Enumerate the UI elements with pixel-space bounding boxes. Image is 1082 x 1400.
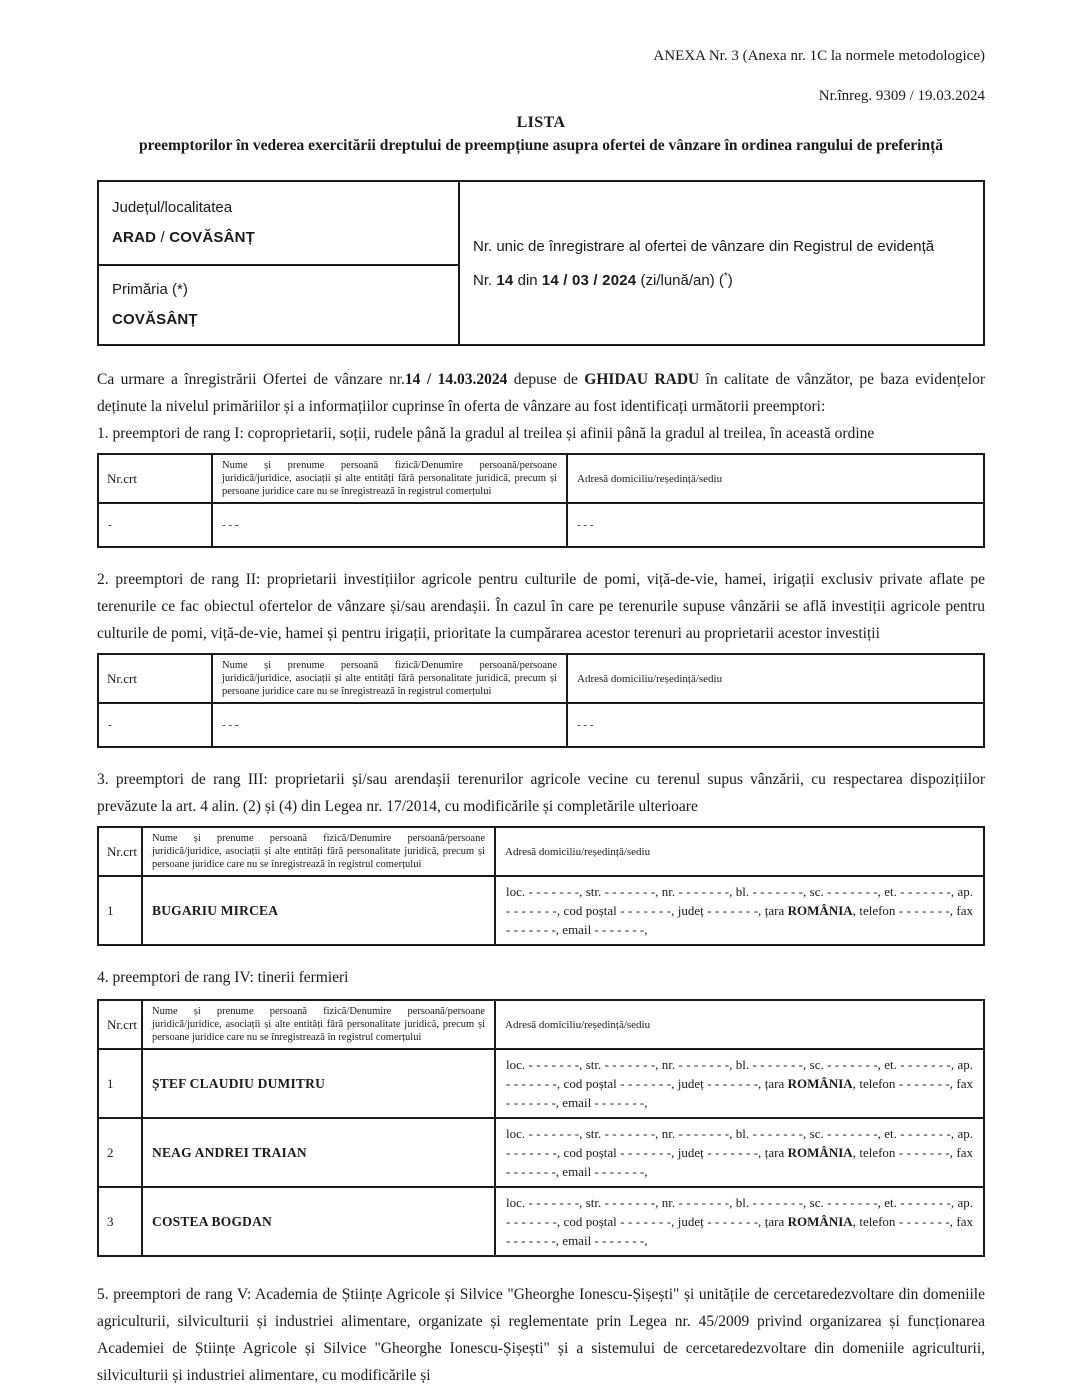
rank4-row-2 [98,1118,984,1187]
intro-text-2: depuse de [507,371,585,388]
registration-info-table [97,180,985,346]
address-post: , telefon - - - - - - -, fax - - - - - - -, email - - - - - - -, [506,1145,973,1179]
col-header-address: Adresă domiciliu/reședință/sediu [567,454,984,503]
rank3-header-row [98,827,984,876]
address-post: , telefon - - - - - - -, fax - - - - - - -, email - - - - - - -, [506,1076,973,1110]
col-header-nr: Nr.crt [98,1000,142,1049]
col-header-nr: Nr.crt [98,654,212,703]
address-post: , telefon - - - - - - -, fax - - - - - - -, email - - - - - - -, [506,903,973,937]
preemptor-name: COSTEA BOGDAN [142,1187,495,1256]
registration-number-line: Nr.înreg. 9309 / 19.03.2024 [818,88,985,104]
rank1-table [97,453,985,548]
cell-nr: 1 [98,1049,142,1118]
reg-nr-prefix: Nr. [473,271,497,289]
intro-paragraph [97,366,985,420]
address-country: ROMÂNIA [787,1145,853,1160]
col-header-address: Adresă domiciliu/reședință/sediu [567,654,984,703]
rank4-section-title: 4. preemptori de rang IV: tinerii fermieri [97,969,349,986]
col-header-address: Adresă domiciliu/reședință/sediu [495,827,984,876]
rank4-header-row [98,1000,984,1049]
cityhall-cell [98,265,459,345]
county-name: ARAD [112,229,157,246]
rank2-header-row [98,654,984,703]
cell-address: - - - [567,703,984,747]
rank1-header-row [98,454,984,503]
address-post: , telefon - - - - - - -, fax - - - - - - -, email - - - - - - -, [506,1214,973,1248]
rank2-section-title: 2. preemptori de rang II: proprietarii investițiilor agricole pentru culturile de pomi, viță-de-vie, hamei, irigații exclusiv private aflate pe terenurile ce fac obiectul ofertelor de vânzare și/sau arendașii. În cazul în care pe terenurile supuse vânzării se află investiții agricole pentru culturile de pomi, viță-de-vie, hamei și pentru irigații, prioritate la cumpărarea acestor terenuri au proprietarii acestor investiții [97,571,985,642]
registration-number-value [473,263,970,294]
rank3-row-1 [98,876,984,945]
county-label: Județul/localitatea [112,199,233,216]
unique-registration-cell [459,181,984,345]
preemptor-name: BUGARIU MIRCEA [142,876,495,945]
offer-date: 14 / 03 / 2024 [541,271,637,289]
rank4-table [97,999,985,1257]
offer-ref-number: 14 / 14.03.2024 [404,371,508,388]
cityhall-value: COVĂSÂNȚ [112,311,198,328]
cell-name: - - - [212,703,567,747]
annex-reference: ANEXA Nr. 3 (Anexa nr. 1C la normele metodologice) [653,48,985,64]
cell-nr: - [98,503,212,547]
county-separator: / [156,229,170,246]
col-header-name: Nume și prenume persoană fizică/Denumire persoană/persoane juridică/juridice, asociații și alte entități fără personalitate juridică, precum și persoane juridice care nu se înregistrează în registrul comerțului [142,827,495,876]
address-pre: loc. - - - - - - -, str. - - - - - - -, nr. - - - - - - -, bl. - - - - - - -, sc. - - - - - - -, et. - - - - - - -, ap. - - - - - - -, cod poștal - - - - - - -, județ - - - - - - -, țara [506,1057,973,1091]
address-pre: loc. - - - - - - -, str. - - - - - - -, nr. - - - - - - -, bl. - - - - - - -, sc. - - - - - - -, et. - - - - - - -, ap. - - - - - - -, cod poștal - - - - - - -, județ - - - - - - -, țara [506,1195,973,1229]
address-pre: loc. - - - - - - -, str. - - - - - - -, nr. - - - - - - -, bl. - - - - - - -, sc. - - - - - - -, et. - - - - - - -, ap. - - - - - - -, cod poștal - - - - - - -, județ - - - - - - -, țara [506,1126,973,1160]
seller-name: GHIDAU RADU [584,371,700,388]
rank5-section-title: 5. preemptori de rang V: Academia de Științe Agricole și Silvice "Gheorghe Ionescu-Șișești" și unitățile de cercetaredezvoltare din domeniile agriculturii, silviculturii și industriei alimentare, organizate și reglementate prin Legea nr. 45/2009 privind organizarea și funcționarea Academiei de Științe Agricole și Silvice "Gheorghe Ionescu-Șișești" și a sistemului de cercetaredezvoltare din domeniile agriculturii, silviculturii și industriei alimentare, cu modificările și [97,1286,985,1384]
reg-nr-close: ) [727,271,733,289]
cell-nr: 2 [98,1118,142,1187]
col-header-nr: Nr.crt [98,827,142,876]
reg-nr-din: din [513,271,542,289]
intro-text-3: în calitate de vânzător, pe baza evidențelor deținute la nivelul primăriilor și a informațiilor cuprinse în oferta de vânzare au fost identificați următorii preemptori: [97,371,986,415]
county-row [98,181,984,265]
preemptor-name: NEAG ANDREI TRAIAN [142,1118,495,1187]
offer-number: 14 [496,271,514,289]
unique-registration-label: Nr. unic de înregistrare al ofertei de vânzare din Registrul de evidență [473,237,935,255]
cell-nr: 1 [98,876,142,945]
rank2-empty-row [98,703,984,747]
footnote-star: * [723,270,728,282]
cell-address: - - - [567,503,984,547]
rank3-section-title: 3. preemptori de rang III: proprietarii și/sau arendașii terenurilor agricole vecine cu terenul supus vânzării, cu respectarea dispozițiilor prevăzute la art. 4 alin. (2) și (4) din Legea nr. 17/2014, cu modificările și completările ulterioare [97,771,985,815]
rank4-row-1 [98,1049,984,1118]
document-subtitle: preemptorilor în vederea exercitării dreptului de preempțiune asupra ofertei de vânzare în ordinea rangului de preferință [138,137,944,154]
preemptor-address [495,1187,984,1256]
preemptor-name: ȘTEF CLAUDIU DUMITRU [142,1049,495,1118]
reg-nr-suffix: (zi/lună/an) ( [636,271,724,289]
address-country: ROMÂNIA [787,1076,853,1091]
county-cell [98,181,459,265]
preemptor-address [495,876,984,945]
document-title: LISTA [516,114,566,131]
cell-nr: 3 [98,1187,142,1256]
rank1-section-title: 1. preemptori de rang I: coproprietarii, soții, rudele până la gradul al treilea și afinii până la gradul al treilea, în această ordine [97,425,875,442]
col-header-name: Nume și prenume persoană fizică/Denumire persoană/persoane juridică/juridice, asociații și alte entități fără personalitate juridică, precum și persoane juridice care nu se înregistrează în registrul comerțului [142,1000,495,1049]
rank4-row-3 [98,1187,984,1256]
county-value [112,223,445,253]
cell-nr: - [98,703,212,747]
col-header-nr: Nr.crt [98,454,212,503]
cell-name: - - - [212,503,567,547]
intro-text-1: Ca urmare a înregistrării Ofertei de vânzare nr. [97,371,405,388]
preemptor-address [495,1118,984,1187]
rank3-table [97,826,985,946]
locality-name: COVĂSÂNȚ [169,229,256,246]
rank1-empty-row [98,503,984,547]
address-country: ROMÂNIA [787,1214,853,1229]
col-header-address: Adresă domiciliu/reședință/sediu [495,1000,984,1049]
address-pre: loc. - - - - - - -, str. - - - - - - -, nr. - - - - - - -, bl. - - - - - - -, sc. - - - - - - -, et. - - - - - - -, ap. - - - - - - -, cod poștal - - - - - - -, județ - - - - - - -, țara [506,884,973,918]
preemptor-address [495,1049,984,1118]
cityhall-label: Primăria (*) [112,281,188,298]
rank2-table [97,653,985,748]
address-country: ROMÂNIA [787,903,853,918]
col-header-name: Nume și prenume persoană fizică/Denumire persoană/persoane juridică/juridice, asociații și alte entități fără personalitate juridică, precum și persoane juridice care nu se înregistrează în registrul comerțului [212,654,567,703]
col-header-name: Nume și prenume persoană fizică/Denumire persoană/persoane juridică/juridice, asociații și alte entități fără personalitate juridică, precum și persoane juridice care nu se înregistrează în registrul comerțului [212,454,567,503]
